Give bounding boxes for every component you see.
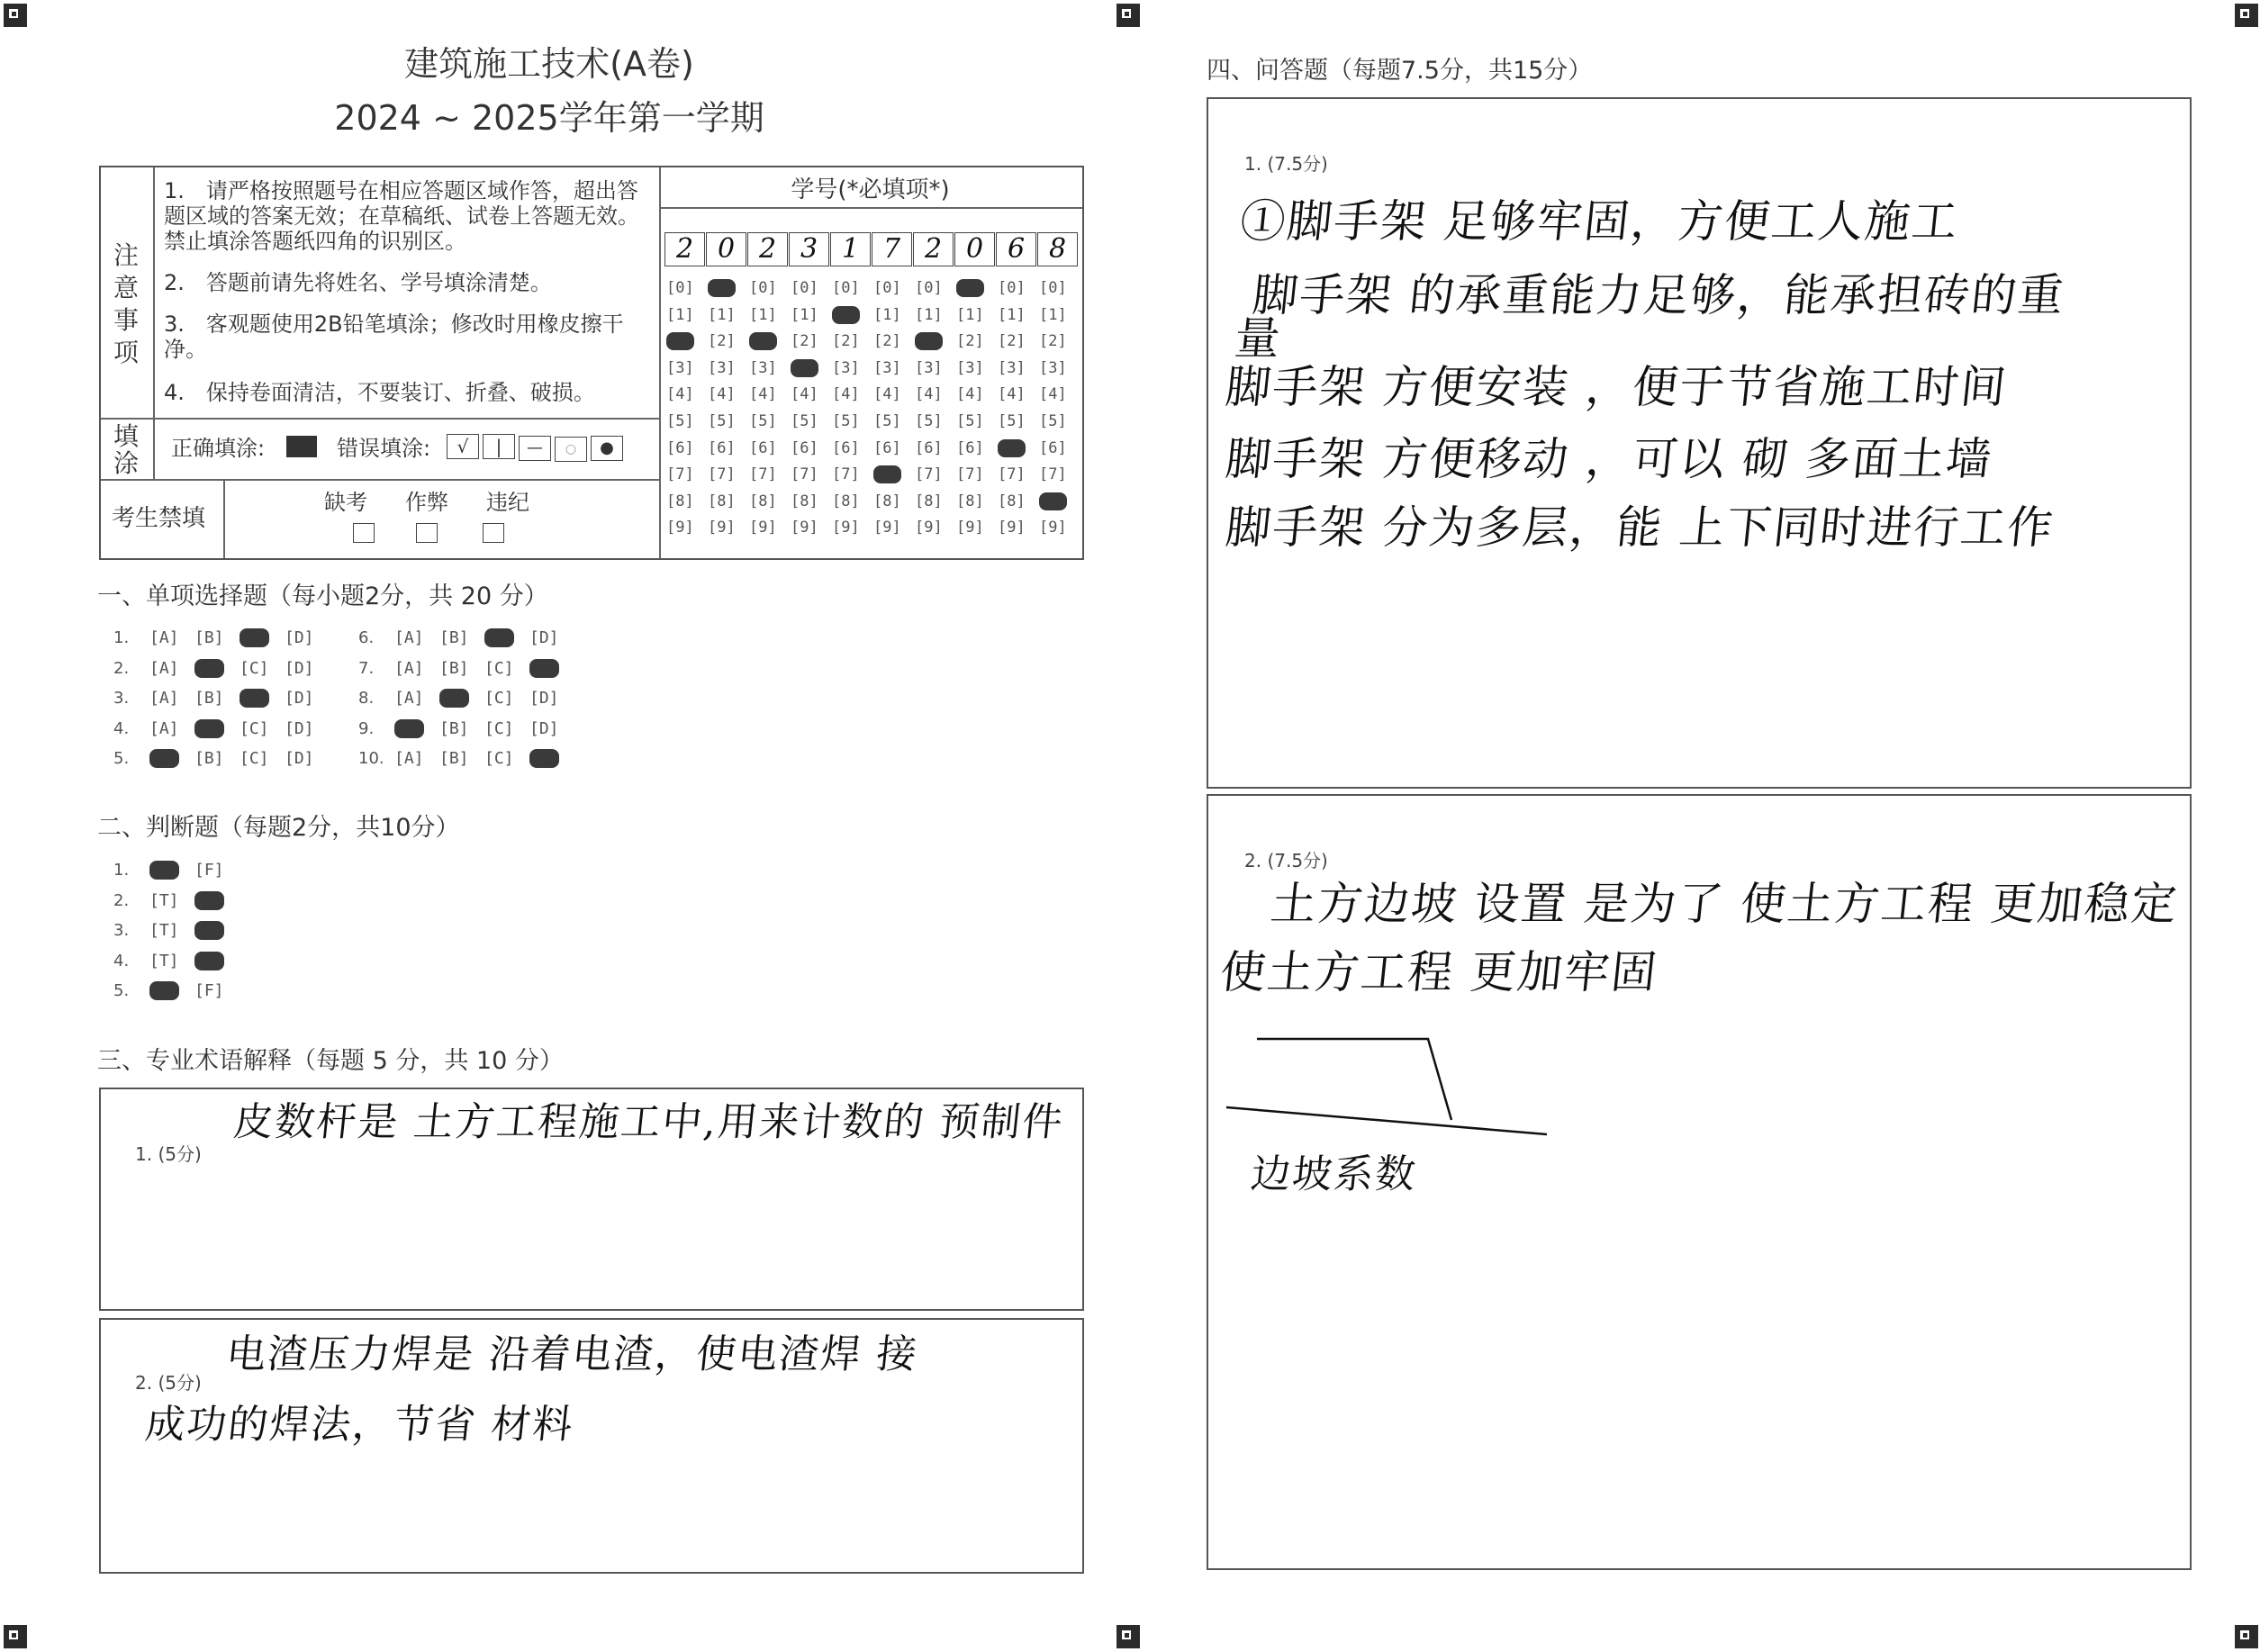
- choice-option[interactable]: [529, 659, 559, 678]
- student-id-bubble[interactable]: [5]: [749, 412, 777, 430]
- student-id-bubble[interactable]: [915, 332, 943, 350]
- choice-option[interactable]: [A]: [394, 749, 424, 768]
- choice-option[interactable]: [B]: [439, 658, 469, 678]
- absent-label: 缺考: [324, 490, 367, 515]
- student-id-digit: 2: [664, 232, 705, 266]
- choice-option[interactable]: [240, 689, 269, 708]
- student-id-bubble[interactable]: [2]: [1039, 332, 1067, 351]
- corner-marker-top-center: [1116, 4, 1140, 27]
- choice-option[interactable]: [529, 749, 559, 768]
- s4-q1-line4: 脚手架 方便安装 ，便于节省施工时间: [1223, 361, 2011, 413]
- cheat-checkbox[interactable]: [416, 523, 438, 543]
- choice-question-number: 1.: [113, 628, 130, 647]
- s4-q2-line1: 土方边坡 设置 是为了 使土方工程 更加稳定: [1268, 878, 2182, 930]
- corner-marker-top-left: [4, 4, 27, 27]
- choice-option[interactable]: [194, 659, 224, 678]
- s4-q1-line5: 脚手架 方便移动 ，可以 砌 多面土墙: [1223, 433, 1996, 485]
- student-id-bubble[interactable]: [0]: [832, 279, 860, 297]
- judge-question-number: 5.: [113, 981, 130, 1000]
- choice-option[interactable]: [B]: [194, 628, 224, 647]
- choice-option[interactable]: [C]: [484, 718, 514, 738]
- student-id-bubble[interactable]: [3]: [666, 358, 694, 377]
- student-id-bubble[interactable]: [8]: [956, 492, 984, 510]
- notice-label: 注 意 事 项: [113, 240, 139, 367]
- notice-item-4: 4. 保持卷面清洁，不要装订、折叠、破损。: [164, 380, 595, 405]
- choice-option[interactable]: [B]: [439, 628, 469, 647]
- student-id-bubble[interactable]: [1]: [666, 305, 694, 324]
- student-id-bubble[interactable]: [2]: [998, 332, 1026, 351]
- choice-option[interactable]: [C]: [240, 658, 269, 678]
- student-id-bubble[interactable]: [4]: [1039, 385, 1067, 404]
- student-id-bubble[interactable]: [708, 279, 736, 297]
- student-id-bubble[interactable]: [7]: [791, 465, 818, 484]
- student-id-bubble[interactable]: [7]: [832, 465, 860, 484]
- s4-q1-line6: 脚手架 分为多层，能 上下同时进行工作: [1223, 501, 2057, 554]
- student-id-bubble[interactable]: [4]: [791, 385, 818, 404]
- student-id-bubble[interactable]: [3]: [1039, 358, 1067, 377]
- student-id-bubble[interactable]: [9]: [832, 519, 860, 537]
- student-id-bubble[interactable]: [956, 279, 984, 297]
- s4-q1-line1: ①脚手架 足够牢固，方便工人施工: [1237, 195, 1962, 248]
- student-id-bubble[interactable]: [4]: [749, 385, 777, 404]
- wrong-fill-label: 错误填涂:: [337, 436, 431, 461]
- student-id-bubble[interactable]: [1]: [1039, 305, 1067, 324]
- student-id-bubble[interactable]: [3]: [998, 358, 1026, 377]
- student-id-bubble[interactable]: [5]: [1039, 412, 1067, 430]
- student-id-bubble[interactable]: [9]: [749, 519, 777, 537]
- student-id-bubble[interactable]: [6]: [1039, 438, 1067, 457]
- student-id-digit: 8: [1037, 232, 1078, 266]
- student-id-bubble[interactable]: [6]: [749, 438, 777, 457]
- student-id-bubble[interactable]: [0]: [915, 279, 943, 297]
- student-id-bubble[interactable]: [3]: [915, 358, 943, 377]
- choice-option[interactable]: [D]: [529, 718, 559, 738]
- student-id-digit: 6: [996, 232, 1036, 266]
- student-id-bubble[interactable]: [6]: [915, 438, 943, 457]
- choice-option[interactable]: [B]: [439, 718, 469, 738]
- choice-option[interactable]: [B]: [194, 749, 224, 768]
- judge-question-number: 4.: [113, 951, 130, 970]
- student-id-bubble[interactable]: [1]: [998, 305, 1026, 324]
- student-id-digit: 2: [747, 232, 788, 266]
- judge-option[interactable]: [194, 921, 224, 940]
- student-id-bubble[interactable]: [4]: [708, 385, 736, 404]
- student-id-bubble[interactable]: [3]: [873, 358, 901, 377]
- choice-option[interactable]: [A]: [149, 718, 179, 738]
- student-id-bubble[interactable]: [0]: [749, 279, 777, 297]
- student-id-bubble[interactable]: [2]: [956, 332, 984, 351]
- student-id-bubble[interactable]: [3]: [708, 358, 736, 377]
- judge-option[interactable]: [T]: [149, 951, 179, 970]
- student-id-bubble[interactable]: [3]: [749, 358, 777, 377]
- student-id-bubble[interactable]: [3]: [956, 358, 984, 377]
- student-id-title: 学号(*必填项*): [791, 176, 950, 203]
- student-id-bubble[interactable]: [8]: [791, 492, 818, 510]
- choice-option[interactable]: [C]: [240, 718, 269, 738]
- s3-q1-label: 1. (5分): [135, 1143, 202, 1165]
- student-id-bubble[interactable]: [4]: [666, 385, 694, 404]
- choice-option[interactable]: [A]: [149, 658, 179, 678]
- student-id-bubble[interactable]: [9]: [915, 519, 943, 537]
- student-id-bubble[interactable]: [8]: [832, 492, 860, 510]
- student-id-bubble[interactable]: [7]: [666, 465, 694, 484]
- s3-q2-label: 2. (5分): [135, 1372, 202, 1394]
- student-id-bubble[interactable]: [998, 439, 1026, 457]
- student-id-bubble[interactable]: [5]: [915, 412, 943, 430]
- notice-item-3: 3. 客观题使用2B铅笔填涂；修改时用橡皮擦干净。: [164, 311, 624, 362]
- section4-answer-box-2[interactable]: [1207, 794, 2192, 1570]
- choice-option[interactable]: [484, 628, 514, 647]
- student-id-bubble[interactable]: [4]: [832, 385, 860, 404]
- student-id-bubble[interactable]: [5]: [998, 412, 1026, 430]
- choice-option[interactable]: [D]: [285, 658, 314, 678]
- student-id-bubble[interactable]: [9]: [956, 519, 984, 537]
- student-id-bubble[interactable]: [9]: [708, 519, 736, 537]
- student-id-bubble[interactable]: [7]: [956, 465, 984, 484]
- student-id-bubble[interactable]: [4]: [873, 385, 901, 404]
- student-id-bubble[interactable]: [9]: [666, 519, 694, 537]
- choice-option[interactable]: [D]: [285, 718, 314, 738]
- student-id-bubble[interactable]: [6]: [956, 438, 984, 457]
- student-id-bubble[interactable]: [5]: [666, 412, 694, 430]
- choice-option[interactable]: [149, 749, 179, 768]
- choice-option[interactable]: [C]: [240, 749, 269, 768]
- corner-marker-top-right: [2235, 4, 2258, 27]
- judge-option[interactable]: [T]: [149, 890, 179, 910]
- student-id-bubble[interactable]: [7]: [1039, 465, 1067, 484]
- student-id-bubble[interactable]: [0]: [1039, 279, 1067, 297]
- s3-q1-line1: 皮数杆是 土方工程施工中,用来计数的 预制件: [231, 1099, 1067, 1145]
- violation-checkbox[interactable]: [483, 523, 504, 543]
- student-id-bubble[interactable]: [6]: [832, 438, 860, 457]
- student-id-digit: 7: [872, 232, 912, 266]
- choice-option[interactable]: [B]: [439, 749, 469, 768]
- student-id-bubble[interactable]: [749, 332, 777, 350]
- judge-question-number: 3.: [113, 921, 130, 940]
- notice-item-1: 1. 请严格按照题号在相应答题区域作答，超出答题区域的答案无效；在草稿纸、试卷上答题无效。禁止填涂答题纸四角的识别区。: [164, 178, 639, 254]
- fill-label: 填 涂: [113, 421, 139, 478]
- choice-option[interactable]: [A]: [149, 689, 179, 708]
- student-id-bubble[interactable]: [0]: [666, 279, 694, 297]
- student-id-bubble[interactable]: [7]: [998, 465, 1026, 484]
- student-id-digit: 0: [706, 232, 746, 266]
- student-id-bubble[interactable]: [6]: [666, 438, 694, 457]
- student-id-bubble[interactable]: [9]: [791, 519, 818, 537]
- corner-marker-bottom-right: [2235, 1625, 2258, 1648]
- choice-question-number: 8.: [358, 689, 375, 708]
- s4-q2-line2: 使土方工程 更加牢固: [1217, 946, 1661, 998]
- student-id-bubble[interactable]: [7]: [708, 465, 736, 484]
- student-id-bubble[interactable]: [4]: [956, 385, 984, 404]
- correct-fill-sample: [286, 436, 317, 457]
- student-id-bubble[interactable]: [666, 332, 694, 350]
- choice-option[interactable]: [C]: [484, 658, 514, 678]
- choice-option[interactable]: [D]: [529, 628, 559, 647]
- student-id-bubble[interactable]: [3]: [832, 358, 860, 377]
- student-id-bubble[interactable]: [7]: [915, 465, 943, 484]
- judge-option[interactable]: [F]: [194, 981, 224, 1000]
- student-id-bubble[interactable]: [2]: [832, 332, 860, 351]
- choice-option[interactable]: [A]: [394, 689, 424, 708]
- choice-question-number: 6.: [358, 628, 375, 647]
- student-id-bubble[interactable]: [8]: [873, 492, 901, 510]
- student-id-bubble[interactable]: [5]: [791, 412, 818, 430]
- student-id-bubble[interactable]: [1]: [873, 305, 901, 324]
- student-id-bubble[interactable]: [5]: [708, 412, 736, 430]
- choice-option[interactable]: [439, 689, 469, 708]
- judge-question-number: 1.: [113, 861, 130, 880]
- section3-heading: 三、专业术语解释（每题 5 分，共 10 分）: [97, 1047, 564, 1075]
- choice-option[interactable]: [194, 719, 224, 738]
- student-id-bubble[interactable]: [5]: [956, 412, 984, 430]
- student-id-bubble[interactable]: [873, 465, 901, 483]
- student-id-bubble[interactable]: [9]: [873, 519, 901, 537]
- choice-option[interactable]: [D]: [285, 689, 314, 708]
- choice-option[interactable]: [D]: [529, 689, 559, 708]
- corner-marker-bottom-left: [4, 1625, 27, 1648]
- student-id-bubble[interactable]: [4]: [998, 385, 1026, 404]
- s3-q2-line1: 电渣压力焊是 沿着电渣，使电渣焊 接: [223, 1332, 921, 1377]
- student-id-bubble[interactable]: [6]: [873, 438, 901, 457]
- student-id-bubble[interactable]: [8]: [749, 492, 777, 510]
- absent-checkbox[interactable]: [353, 523, 375, 543]
- student-id-bubble[interactable]: [5]: [832, 412, 860, 430]
- student-id-bubble[interactable]: [832, 306, 860, 324]
- student-id-bubble[interactable]: [0]: [873, 279, 901, 297]
- student-id-bubble[interactable]: [0]: [998, 279, 1026, 297]
- judge-option[interactable]: [T]: [149, 921, 179, 940]
- violation-label: 违纪: [486, 490, 529, 515]
- corner-marker-bottom-center: [1116, 1625, 1140, 1648]
- student-id-digit: 2: [913, 232, 954, 266]
- student-id-bubble[interactable]: [1]: [749, 305, 777, 324]
- judge-option[interactable]: [149, 861, 179, 880]
- choice-question-number: 2.: [113, 658, 130, 678]
- choice-question-number: 9.: [358, 718, 375, 738]
- exam-title: 建筑施工技术(A卷): [404, 44, 694, 84]
- correct-fill-label: 正确填涂:: [171, 436, 266, 461]
- judge-option[interactable]: [194, 952, 224, 970]
- student-id-bubble[interactable]: [4]: [915, 385, 943, 404]
- student-id-bubble[interactable]: [8]: [666, 492, 694, 510]
- s4-q2-label: 2. (7.5分): [1244, 850, 1328, 871]
- s4-q1-label: 1. (7.5分): [1244, 153, 1328, 175]
- student-id-bubble[interactable]: [9]: [998, 519, 1026, 537]
- student-id-bubble[interactable]: [791, 359, 818, 377]
- choice-option[interactable]: [C]: [484, 689, 514, 708]
- student-id-bubble[interactable]: [2]: [873, 332, 901, 351]
- student-id-bubble[interactable]: [8]: [998, 492, 1026, 510]
- s4-q1-line2: 脚手架 的承重能力足够，能承担砖的重: [1250, 269, 2068, 321]
- judge-question-number: 2.: [113, 890, 130, 910]
- section3-answer-box-2[interactable]: [99, 1318, 1084, 1574]
- student-id-bubble[interactable]: [1]: [708, 305, 736, 324]
- student-id-bubble[interactable]: [1039, 492, 1067, 510]
- student-id-bubble[interactable]: [6]: [708, 438, 736, 457]
- section2-heading: 二、判断题（每题2分，共10分）: [97, 814, 460, 842]
- choice-question-number: 10.: [358, 749, 384, 768]
- student-id-bubble[interactable]: [7]: [749, 465, 777, 484]
- student-id-bubble[interactable]: [1]: [956, 305, 984, 324]
- student-id-bubble[interactable]: [2]: [708, 332, 736, 351]
- section1-heading: 一、单项选择题（每小题2分，共 20 分）: [97, 582, 548, 610]
- student-id-bubble[interactable]: [1]: [791, 305, 818, 324]
- student-id-bubble[interactable]: [9]: [1039, 519, 1067, 537]
- choice-question-number: 7.: [358, 658, 375, 678]
- student-id-digit: 1: [830, 232, 871, 266]
- student-id-bubble[interactable]: [5]: [873, 412, 901, 430]
- judge-option[interactable]: [149, 981, 179, 1000]
- wrong-fill-samples: √ | — ○ ●: [447, 434, 623, 462]
- choice-question-number: 4.: [113, 718, 130, 738]
- student-id-digit: 3: [789, 232, 829, 266]
- student-id-bubble[interactable]: [1]: [915, 305, 943, 324]
- section4-heading: 四、问答题（每题7.5分，共15分）: [1207, 57, 1593, 85]
- choice-question-number: 5.: [113, 749, 130, 768]
- student-id-digit: 0: [954, 232, 995, 266]
- choice-option[interactable]: [394, 719, 424, 738]
- choice-option[interactable]: [A]: [394, 628, 424, 647]
- forbidden-label: 考生禁填: [112, 505, 206, 532]
- judge-option[interactable]: [194, 891, 224, 910]
- student-id-bubble[interactable]: [8]: [708, 492, 736, 510]
- choice-option[interactable]: [240, 628, 269, 647]
- student-id-bubble[interactable]: [6]: [791, 438, 818, 457]
- choice-option[interactable]: [A]: [149, 628, 179, 647]
- student-id-bubble[interactable]: [8]: [915, 492, 943, 510]
- judge-option[interactable]: [F]: [194, 861, 224, 880]
- choice-option[interactable]: [D]: [285, 628, 314, 647]
- section4-answer-box-1[interactable]: [1207, 97, 2192, 789]
- choice-option[interactable]: [A]: [394, 658, 424, 678]
- notice-item-2: 2. 答题前请先将姓名、学号填涂清楚。: [164, 270, 552, 295]
- section3-answer-box-1[interactable]: [99, 1088, 1084, 1311]
- exam-term: 2024 ~ 2025学年第一学期: [334, 98, 764, 138]
- student-id-bubble[interactable]: [2]: [791, 332, 818, 351]
- s4-q2-sketch-caption: 边坡系数: [1248, 1151, 1420, 1197]
- choice-option[interactable]: [D]: [285, 749, 314, 768]
- student-id-bubble[interactable]: [0]: [791, 279, 818, 297]
- s3-q2-line2: 成功的焊法，节省 材料: [142, 1402, 577, 1448]
- choice-question-number: 3.: [113, 689, 130, 708]
- cheat-label: 作弊: [405, 490, 448, 515]
- choice-option[interactable]: [B]: [194, 689, 224, 708]
- choice-option[interactable]: [C]: [484, 749, 514, 768]
- s4-q1-line3: 量: [1232, 312, 1285, 365]
